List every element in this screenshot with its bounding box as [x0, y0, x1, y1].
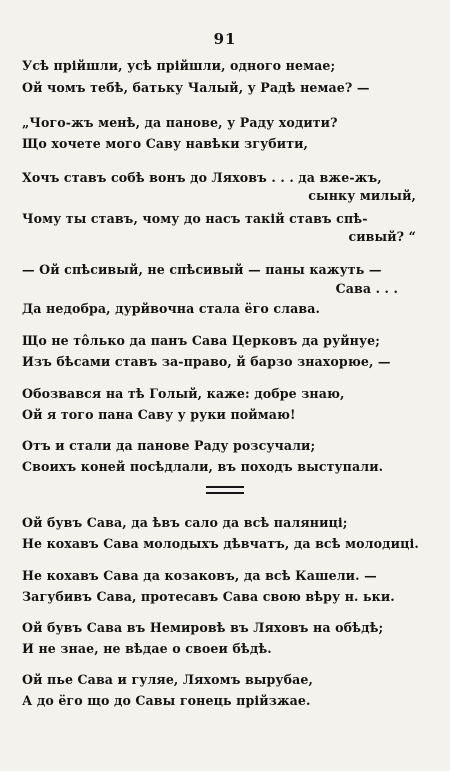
verse-line: Ой чомъ тебѣ, батьку Чалый, у Радѣ немае? —	[22, 80, 370, 95]
verse-line: Ой бувъ Сава въ Немировѣ въ Ляховъ на обѣдѣ;	[22, 620, 384, 635]
verse-line: Усѣ прійшли, усѣ прійшли, одного немае;	[22, 58, 336, 73]
verse-line: Хочъ ставъ собѣ вонъ до Ляховъ . . . да вже-жъ,	[22, 170, 382, 185]
verse-line: Чому ты ставъ, чому до насъ такій ставъ спѣ-	[22, 211, 368, 226]
verse-line: Що не тôлько да панъ Сава Церковъ да руйнуе;	[22, 333, 381, 348]
verse-line: Не кохавъ Сава да козаковъ, да всѣ Кашели. —	[22, 568, 377, 583]
verse-line: Да недобра, дурйвочна стала ёго слава.	[22, 301, 321, 316]
section-divider	[206, 492, 244, 494]
verse-line-continuation: Сава . . .	[335, 281, 398, 296]
verse-line-continuation: сивый? “	[348, 229, 416, 244]
verse-line: Не кохавъ Сава молодыхъ дѣвчатъ, да всѣ молодиці.	[22, 536, 419, 551]
verse-line: И не знае, не вѣдае о своеи бѣдѣ.	[22, 641, 272, 656]
verse-line: Ой бувъ Сава, да ѣвъ сало да всѣ паляниці;	[22, 515, 348, 530]
verse-line: Ой я того пана Саву у руки поймаю!	[22, 407, 296, 422]
verse-line: А до ёго що до Савы гонець прійзжае.	[22, 693, 311, 708]
verse-line: Що хочете мого Саву навѣки згубити,	[22, 136, 309, 151]
verse-line: — Ой спѣсивый, не спѣсивый — паны кажуть —	[22, 262, 382, 277]
verse-line: Ой пье Сава и гуляе, Ляхомъ вырубае,	[22, 672, 313, 687]
section-divider	[206, 486, 244, 488]
verse-line: Отъ и стали да панове Раду розсучали;	[22, 438, 316, 453]
verse-line: „Чого-жъ менѣ, да панове, у Раду ходити?	[22, 115, 338, 130]
verse-line-continuation: сынку милый,	[308, 188, 416, 203]
page-number: 91	[213, 30, 237, 48]
verse-line: Изъ бѣсами ставъ за-право, й барзо знахорюе, —	[22, 354, 391, 369]
verse-line: Обозвався на тѣ Голый, каже: добре знаю,	[22, 386, 345, 401]
verse-line: Загубивъ Сава, протесавъ Сава свою вѣру н. ьки.	[22, 589, 395, 604]
verse-line: Своихъ коней посѣдлали, въ походъ выступали.	[22, 459, 384, 474]
